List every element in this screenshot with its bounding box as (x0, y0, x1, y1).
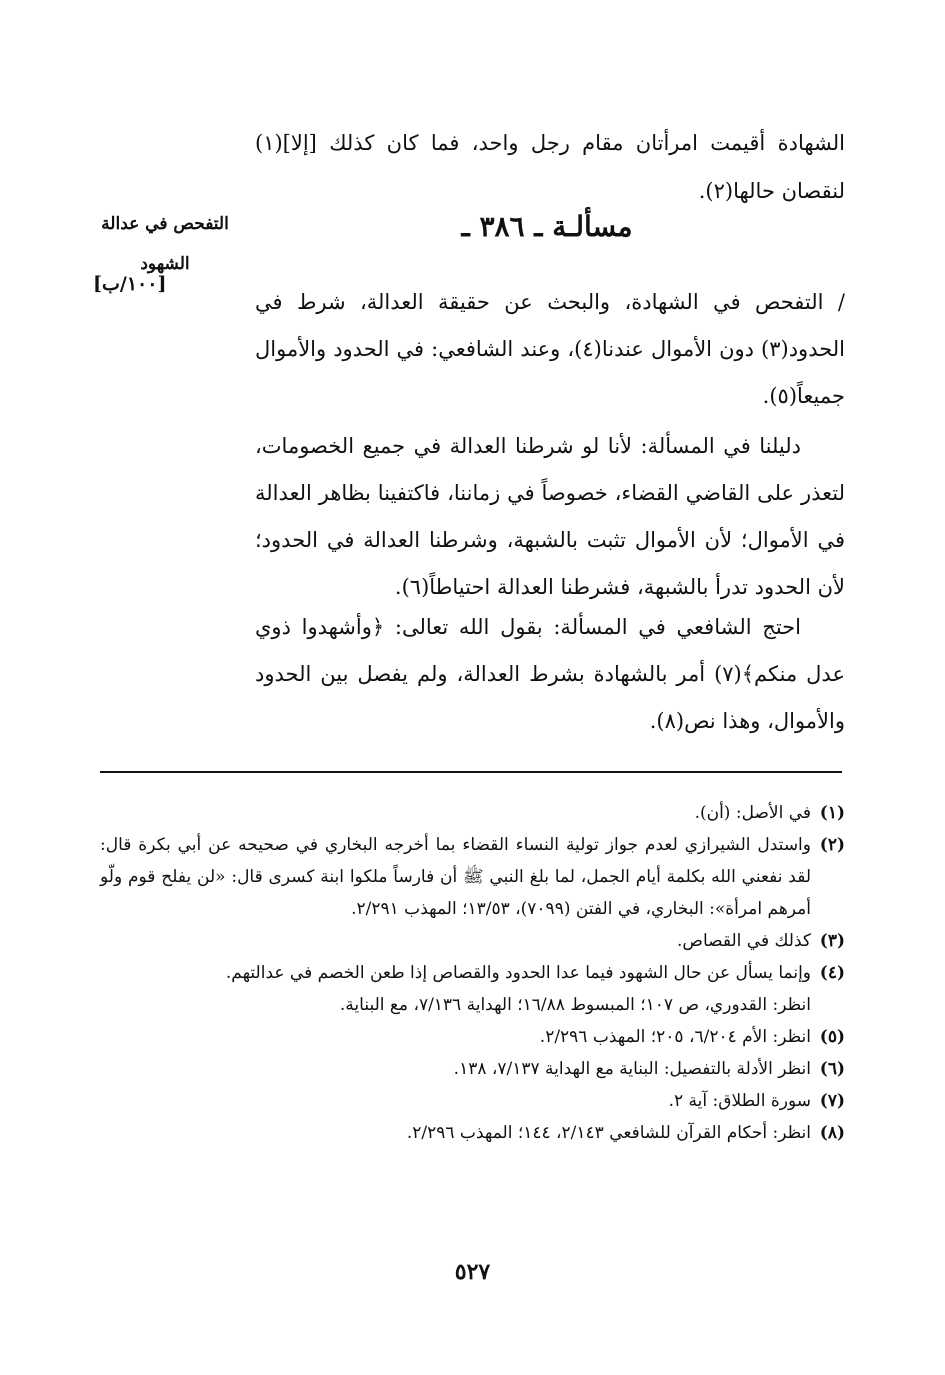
footnote (100, 1117, 845, 1149)
footnote-text: واستدل الشيرازي لعدم جواز تولية النساء القضاء بما أخرجه البخاري في صحيحه عن أبي بكرة قال: لقد نفعني الله بكلمة أيام الجمل، لما بلغ النبي ﷺ أن فارساً ملكوا ابنة كسرى قال: «لن يفلح قوم ولّو أمرهم امرأة»: البخاري، في الفتن (٧٠٩٩)، ١٣/٥٣؛ المهذب ٢/٢٩١. (100, 835, 811, 919)
folio-reference: [١٠٠/ب] (93, 273, 167, 295)
footnote-text: كذلك في القصاص. (676, 931, 811, 951)
footnote-text: سورة الطلاق: آية ٢. (668, 1091, 811, 1111)
intro-paragraph: الشهادة أقيمت امرأتان مقام رجل واحد، فما كان كذلك [إلا](١) لنقصان حالها(٢). (255, 131, 845, 203)
footnote (100, 1021, 845, 1053)
footnote-text: انظر الأدلة بالتفصيل: البناية مع الهداية ٧/١٣٧، ١٣٨. (453, 1059, 811, 1079)
footnote-number: (٦) (819, 1059, 845, 1079)
body-paragraph: / التفحص في الشهادة، والبحث عن حقيقة العدالة، شرط في الحدود(٣) دون الأموال عندنا(٤)، وعند الشافعي: في الحدود والأموال جميعاً(٥). (255, 290, 846, 408)
margin-note-line2: الشهود (140, 254, 190, 274)
footnote-number: (٨) (819, 1123, 845, 1143)
section-heading: مسألـة ـ ٣٨٦ ـ (461, 210, 633, 243)
footnote-number: (٣) (819, 931, 845, 951)
page-number: ٥٢٧ (454, 1259, 491, 1285)
footnote-text: في الأصل: (أن). (694, 803, 811, 823)
margin-note-line1: التفحص في عدالة (101, 214, 229, 234)
footnote-divider (100, 771, 842, 773)
footnote-number: (١) (819, 803, 845, 823)
footnote (100, 797, 845, 829)
footnotes (100, 797, 845, 1149)
footnote (100, 829, 845, 925)
footnote-continuation: انظر: القدوري، ص ١٠٧؛ المبسوط ١٦/٨٨؛ الهداية ٧/١٣٦، مع البناية. (339, 995, 811, 1015)
footnote (100, 925, 845, 957)
footnote-number: (٧) (819, 1091, 845, 1111)
footnote (100, 1085, 845, 1117)
footnote-text: انظر: الأم ٦/٢٠٤، ٢٠٥؛ المهذب ٢/٢٩٦. (539, 1027, 811, 1047)
footnote (100, 957, 845, 989)
body-paragraph: دليلنا في المسألة: لأنا لو شرطنا العدالة في جميع الخصومات، لتعذر على القاضي القضاء، خصوصاً في زماننا، فاكتفينا بظاهر العدالة في الأموال؛ لأن الأموال تثبت بالشبهة، وشرطنا العدالة في الحدود؛ لأن الحدود تدرأ بالشبهة، فشرطنا العدالة احتياطاً(٦). (255, 434, 845, 599)
footnote-number: (٤) (819, 963, 845, 983)
footnote-number: (٥) (819, 1027, 845, 1047)
footnote-text: وإنما يسأل عن حال الشهود فيما عدا الحدود والقصاص إذا طعن الخصم في عدالتهم. (225, 963, 811, 983)
footnote-number: (٢) (819, 835, 845, 855)
footnote (100, 1053, 845, 1085)
body-paragraph: احتج الشافعي في المسألة: بقول الله تعالى: ﴿وأشهدوا ذوي عدل منكم﴾(٧) أمر بالشهادة بشرط العدالة، ولم يفصل بين الحدود والأموال، وهذا نص(٨). (255, 615, 845, 733)
footnote-text: انظر: أحكام القرآن للشافعي ٢/١٤٣، ١٤٤؛ المهذب ٢/٢٩٦. (406, 1123, 811, 1143)
